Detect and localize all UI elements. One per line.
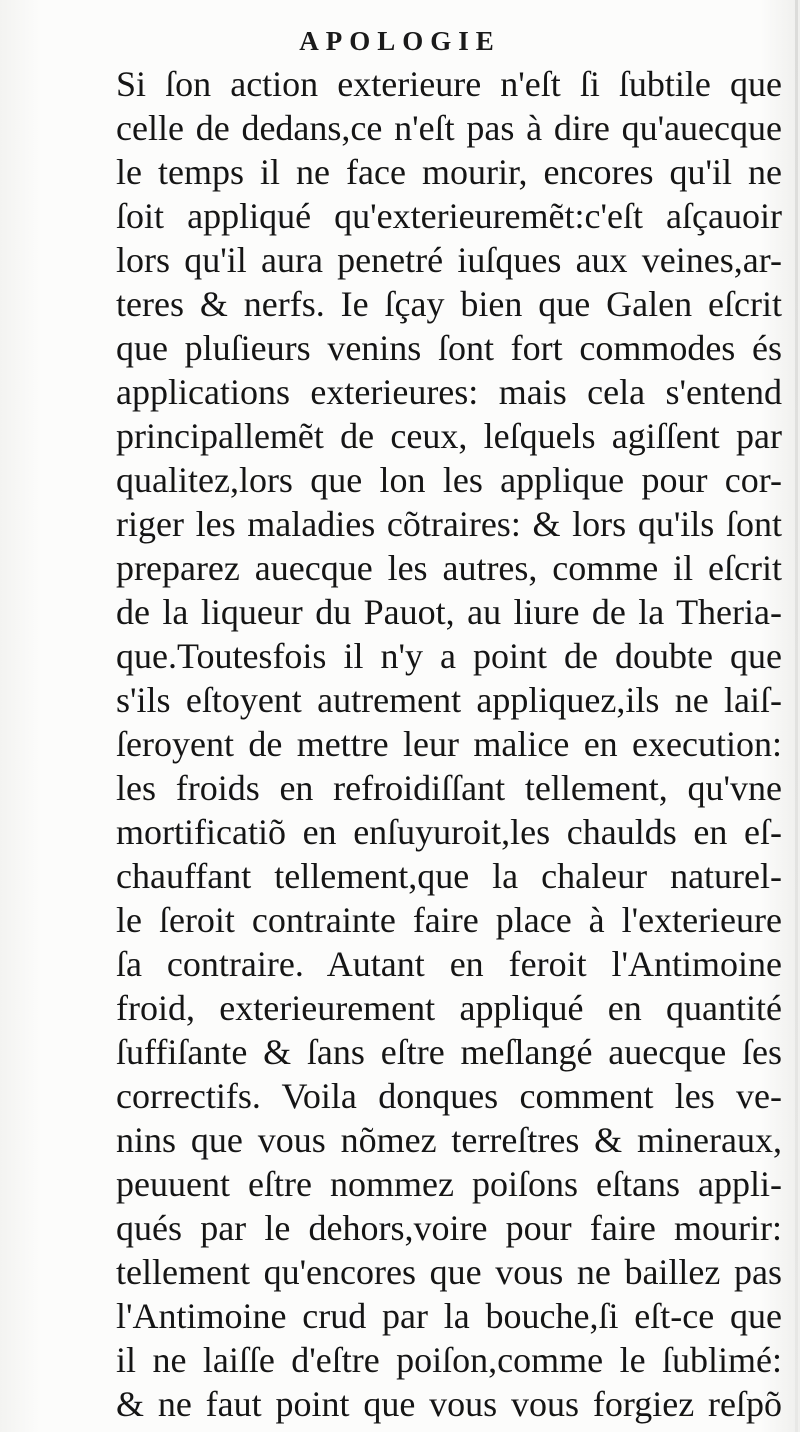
text-line: le temps il ne face mourir, encores qu'il ne: [116, 152, 782, 192]
text-line: riger les maladies cõtraires: & lors qu'ils ſont: [116, 504, 782, 544]
text-line: applications exterieures: mais cela s'entend: [116, 372, 782, 412]
page-edge: [795, 0, 798, 1432]
text-line: peuuent eſtre nommez poiſons eſtans appli-: [116, 1164, 782, 1204]
text-line: Si ſon action exterieure n'eſt ſi ſubtile que: [116, 64, 782, 104]
text-line: nins que vous nõmez terreſtres & mineraux,: [116, 1120, 782, 1160]
text-line: principallemẽt de ceux, leſquels agiſſent par: [116, 416, 782, 456]
text-line: ſoit appliqué qu'exterieuremẽt:c'eſt aſçauoir: [116, 196, 782, 236]
text-line: froid, exterieurement appliqué en quantité: [116, 988, 782, 1028]
text-line: mortificatiõ en enſuyuroit,les chaulds en eſ-: [116, 812, 782, 852]
text-line: le ſeroit contrainte faire place à l'exterieure: [116, 900, 782, 940]
text-line: de la liqueur du Pauot, au liure de la Theria-: [116, 592, 782, 632]
text-line: ſeroyent de mettre leur malice en execution:: [116, 724, 782, 764]
text-line: & ne faut point que vous vous forgiez reſpõ: [116, 1384, 782, 1424]
text-line: que pluſieurs venins ſont fort commodes és: [116, 328, 782, 368]
text-line: qués par le dehors,voire pour faire mourir:: [116, 1208, 782, 1248]
text-line: qualitez,lors que lon les applique pour cor-: [116, 460, 782, 500]
text-line: preparez auecque les autres, comme il eſcrit: [116, 548, 782, 588]
text-line: il ne laiſſe d'eſtre poiſon,comme le ſublimé:: [116, 1340, 782, 1380]
body-text: [116, 62, 782, 1426]
text-line: celle de dedans,ce n'eſt pas à dire qu'auecque: [116, 108, 782, 148]
text-line: les froids en refroidiſſant tellement, qu'vne: [116, 768, 782, 808]
text-line: que.Toutesfois il n'y a point de doubte que: [116, 636, 782, 676]
text-line: lors qu'il aura penetré iuſques aux veines,ar-: [116, 240, 782, 280]
text-line: l'Antimoine crud par la bouche,ſi eſt-ce que: [116, 1296, 782, 1336]
text-line: correctifs. Voila donques comment les ve-: [116, 1076, 782, 1116]
text-line: tellement qu'encores que vous ne baillez pas: [116, 1252, 782, 1292]
text-line: s'ils eſtoyent autrement appliquez,ils ne laiſ-: [116, 680, 782, 720]
text-line: ſa contraire. Autant en feroit l'Antimoine: [116, 944, 782, 984]
text-line: chauffant tellement,que la chaleur naturel-: [116, 856, 782, 896]
text-line: teres & nerfs. Ie ſçay bien que Galen eſcrit: [116, 284, 782, 324]
text-line: ſuffiſante & ſans eſtre meſlangé auecque ſes: [116, 1032, 782, 1072]
running-head: APOLOGIE: [299, 26, 501, 56]
